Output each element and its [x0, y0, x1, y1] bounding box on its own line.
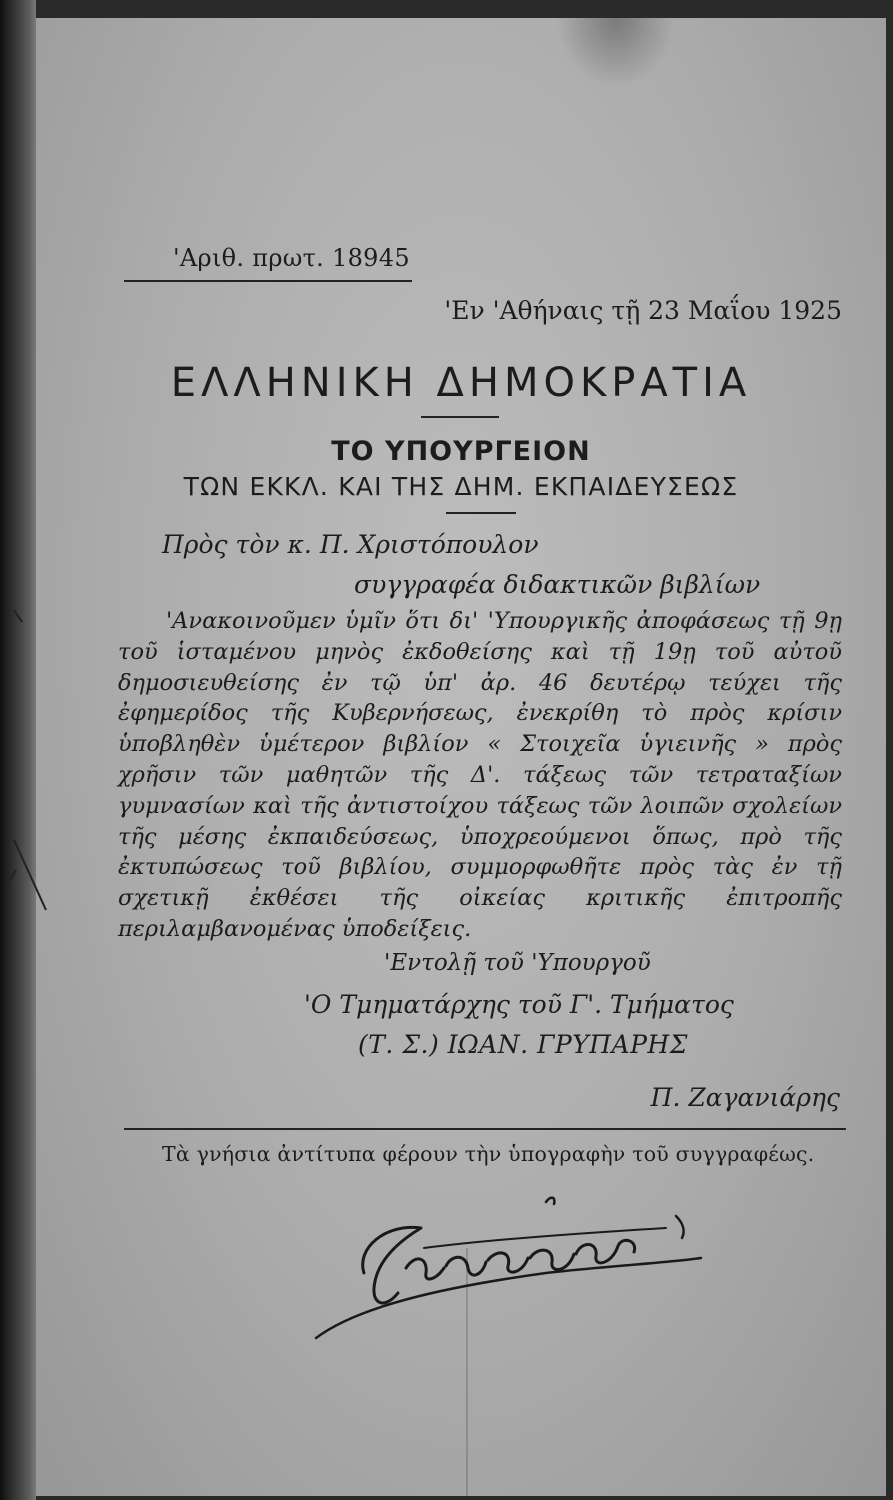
letter-body: 'Ανακοινοῦμεν ὑμῖν ὅτι δι' 'Υπουργικῆς ἀποφάσεως τῇ 9ῃ τοῦ ἱσταμένου μηνὸς ἐκδοθείσης καὶ τῇ 19ῃ τοῦ αὐτοῦ δημοσιευθείσης ἐν τῷ ὑπ' ἀρ. 46 δευτέρῳ τεύχει τῆς ἐφημερίδος τῆς Κυβερνήσεως, ἐνεκρίθη τὸ πρὸς κρίσιν ὑποβληθὲν ὑμέτερον βιβλίον « Στοιχεῖα ὑγιεινῆς » πρὸς χρῆσιν τῶν μαθητῶν τῆς Δ'. τάξεως τῶν τετραταξίων γυμνασίων καὶ τῆς ἀντιστοίχου τάξεως τῶν λοιπῶν σχολείων τῆς μέσης ἐκπαιδεύσεως, ὑποχρεούμενοι ὅπως, πρὸ τῆς ἐκτυπώσεως τοῦ βιβλίου, συμμορφωθῆτε πρὸς τὰς ἐν τῇ σχετικῇ ἐκθέσει τῆς οἰκείας κριτικῆς ἐπιτροπῆς περιλαμβανομένας ὑποδείξεις.: [118, 608, 842, 942]
protocol-underline: [124, 280, 412, 282]
paper-stain: [556, 18, 676, 88]
signer-name: Π. Ζαγανιάρης: [650, 1083, 840, 1112]
ministry-heading: ΤΟ ΥΠΟΥΡΓΕΙΟΝ: [331, 436, 591, 467]
protocol-number: 'Αριθ. πρωτ. 18945: [173, 244, 410, 272]
footer-divider: [124, 1128, 846, 1130]
document-page: [36, 18, 886, 1496]
seal-name-line: (Τ. Σ.) ΙΩΑΝ. ΓΡΥΠΑΡΗΣ: [358, 1030, 688, 1059]
heading-divider-top: [421, 416, 499, 418]
author-signature: [246, 1188, 706, 1348]
authenticity-note: Τὰ γνήσια ἀντίτυπα φέρουν τὴν ὑπογραφὴν τοῦ συγγραφέως.: [162, 1142, 815, 1166]
margin-marks: [8, 600, 48, 920]
heading-divider-bottom: [446, 512, 516, 514]
order-line: 'Εντολῇ τοῦ 'Υπουργοῦ: [384, 950, 651, 976]
republic-heading: ΕΛΛΗΝΙΚΗ ΔΗΜΟΚΡΑΤΙΑ: [170, 360, 752, 406]
addressee-name: Πρὸς τὸν κ. Π. Χριστόπουλον: [162, 530, 539, 559]
addressee-title: συγγραφέα διδακτικῶν βιβλίων: [354, 570, 761, 599]
date-line: 'Εν 'Αθήναις τῇ 23 Μαΐου 1925: [444, 296, 842, 325]
ministry-subheading: ΤΩΝ ΕΚΚΛ. ΚΑΙ ΤΗΣ ΔΗΜ. ΕΚΠΑΙΔΕΥΣΕΩΣ: [183, 472, 739, 501]
department-head-line: 'Ο Τμηματάρχης τοῦ Γ'. Τμήματος: [304, 990, 734, 1019]
